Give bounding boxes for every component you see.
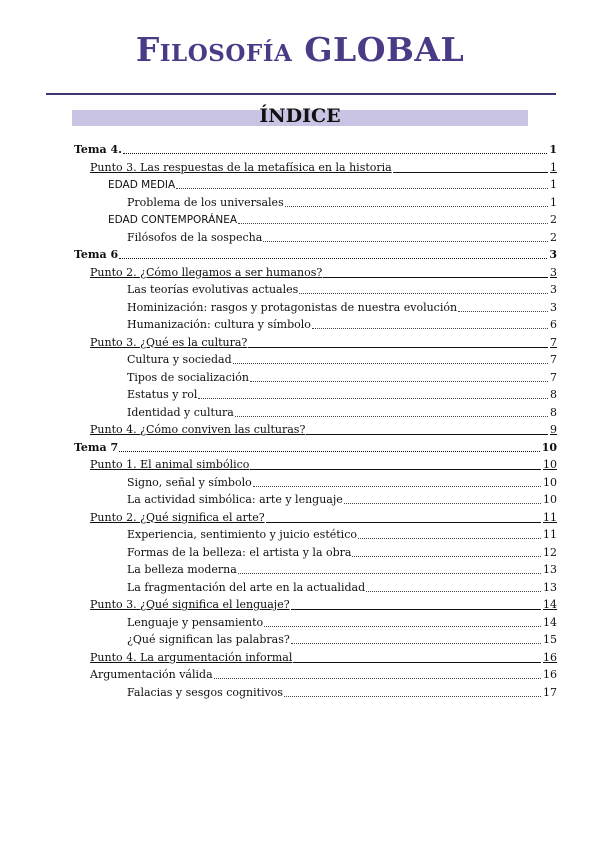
- toc-entry-significan-palabras[interactable]: [127, 630, 557, 647]
- toc-page: 15: [543, 633, 557, 646]
- title-second-word: GLOBAL: [304, 30, 465, 69]
- toc-page: 1: [550, 160, 557, 174]
- toc-leader: [214, 678, 541, 679]
- toc-entry-tema-6[interactable]: [74, 245, 557, 262]
- toc-label: La belleza moderna: [127, 563, 237, 576]
- toc-label: Filósofos de la sospecha: [127, 230, 263, 244]
- toc-page: 10: [541, 440, 557, 454]
- toc-leader: [198, 398, 548, 399]
- toc-entry-edad-media[interactable]: [108, 175, 557, 192]
- toc-page: 9: [550, 423, 557, 436]
- toc-label: Formas de la belleza: el artista y la obra: [127, 545, 352, 559]
- toc-page: 10: [543, 493, 557, 506]
- toc-page: 10: [543, 475, 557, 489]
- toc-label: EDAD CONTEMPORÁNEA: [108, 214, 238, 226]
- toc-entry-hominizacion[interactable]: [127, 298, 557, 315]
- toc-leader: [393, 172, 548, 173]
- toc-label: Tema 4.: [74, 143, 123, 156]
- toc-page: 17: [543, 685, 557, 699]
- toc-leader: [458, 311, 548, 312]
- toc-page: 11: [543, 528, 557, 541]
- toc-leader: [119, 258, 547, 259]
- toc-leader: [235, 416, 548, 417]
- toc-entry-punto-2-humanos[interactable]: [90, 263, 557, 280]
- toc-leader: [233, 363, 548, 364]
- toc-leader: [352, 556, 541, 557]
- toc-entry-punto-3-lenguaje[interactable]: [90, 595, 557, 612]
- toc-leader: [250, 469, 541, 470]
- toc-page: 11: [543, 510, 557, 524]
- toc-page: 7: [550, 370, 557, 384]
- toc-page: 16: [543, 668, 557, 681]
- toc-entry-humanizacion[interactable]: [127, 315, 557, 332]
- toc-label: Lenguaje y pensamiento: [127, 615, 264, 629]
- toc-entry-punto-4-culturas[interactable]: [90, 420, 557, 437]
- toc-entry-punto-3-metafisica[interactable]: [90, 158, 557, 175]
- toc-page: 2: [550, 230, 557, 244]
- toc-leader: [284, 696, 541, 697]
- toc-leader: [293, 662, 541, 663]
- toc-label: ¿Qué significan las palabras?: [127, 633, 290, 646]
- toc-entry-falacias-sesgos[interactable]: [127, 683, 557, 700]
- toc-page: 14: [543, 598, 557, 611]
- toc-page: 13: [543, 580, 557, 594]
- toc-label: Cultura y sociedad: [127, 353, 232, 366]
- toc-leader: [312, 328, 548, 329]
- toc-entry-universales[interactable]: [127, 193, 557, 210]
- toc-page: 8: [550, 405, 557, 419]
- toc-label: Punto 4. La argumentación informal: [90, 650, 293, 664]
- toc-entry-punto-1-animal[interactable]: [90, 455, 557, 472]
- toc-page: 7: [550, 353, 557, 366]
- toc-entry-edad-contemporanea[interactable]: [108, 210, 557, 227]
- toc-leader: [176, 188, 548, 189]
- toc-leader: [238, 573, 541, 574]
- index-heading: ÍNDICE: [259, 105, 341, 127]
- toc-label: Estatus y rol: [127, 388, 198, 401]
- toc-label: Punto 3. ¿Qué es la cultura?: [90, 335, 248, 349]
- toc-leader: [358, 538, 541, 539]
- toc-entry-cultura-sociedad[interactable]: [127, 350, 557, 367]
- toc-leader: [264, 626, 541, 627]
- toc-leader: [253, 486, 541, 487]
- toc-page: 1: [550, 195, 557, 209]
- toc-label: La actividad simbólica: arte y lenguaje: [127, 493, 343, 506]
- toc-entry-belleza-moderna[interactable]: [127, 560, 557, 577]
- toc-label: Falacias y sesgos cognitivos: [127, 685, 284, 699]
- title-word: ilosofía: [159, 30, 293, 69]
- toc-entry-punto-2-arte[interactable]: [90, 508, 557, 525]
- toc-leader: [344, 503, 541, 504]
- toc-entry-punto-4-argumentacion[interactable]: [90, 648, 557, 665]
- toc-label: Tema 7: [74, 440, 119, 454]
- toc-entry-fragmentacion-arte[interactable]: [127, 578, 557, 595]
- toc-label: Argumentación válida: [90, 668, 213, 681]
- toc-leader: [248, 347, 548, 348]
- toc-label: Tipos de socialización: [127, 370, 249, 384]
- toc-label: La fragmentación del arte en la actualidad: [127, 580, 366, 594]
- toc-leader: [250, 381, 548, 382]
- toc-entry-sospecha[interactable]: [127, 228, 557, 245]
- toc-entry-argumentacion-valida[interactable]: [90, 665, 557, 682]
- toc-label: Experiencia, sentimiento y juicio estético: [127, 528, 357, 541]
- toc-label: Signo, señal y símbolo: [127, 475, 252, 489]
- toc-leader: [123, 153, 547, 154]
- toc-entry-punto-3-cultura[interactable]: [90, 333, 557, 350]
- toc-label: Problema de los universales: [127, 195, 284, 209]
- toc-page: 10: [543, 458, 557, 471]
- toc-page: 7: [550, 335, 557, 349]
- toc-leader: [366, 591, 541, 592]
- toc-leader: [291, 643, 541, 644]
- toc-page: 6: [550, 318, 557, 331]
- toc-page: 1: [550, 178, 557, 191]
- toc-label: Las teorías evolutivas actuales: [127, 283, 299, 296]
- toc-label: Punto 4. ¿Cómo conviven las culturas?: [90, 423, 306, 436]
- toc-leader: [238, 223, 548, 224]
- page-title: [0, 30, 600, 69]
- toc-entry-signo-senal[interactable]: [127, 473, 557, 490]
- toc-entry-identidad-cultura[interactable]: [127, 403, 557, 420]
- toc-leader: [119, 451, 540, 452]
- toc-label: Humanización: cultura y símbolo: [127, 318, 311, 331]
- toc-page: 3: [549, 248, 557, 261]
- toc-page: 16: [543, 650, 557, 664]
- toc-entry-formas-belleza[interactable]: [127, 543, 557, 560]
- toc-leader: [306, 434, 548, 435]
- toc-page: 3: [550, 283, 557, 296]
- toc-label: Punto 3. Las respuestas de la metafísica en la historia: [90, 160, 392, 174]
- toc-leader: [263, 241, 548, 242]
- toc-leader: [266, 522, 541, 523]
- toc-leader: [291, 609, 541, 610]
- toc-label: EDAD MEDIA: [108, 179, 176, 191]
- toc-leader: [299, 293, 548, 294]
- toc-leader: [323, 277, 548, 278]
- title-divider: [46, 93, 556, 95]
- toc-entry-estatus-rol[interactable]: [127, 385, 557, 402]
- toc-entry-tema-4[interactable]: [74, 140, 557, 157]
- toc-page: 1: [549, 143, 557, 156]
- toc-label: Hominización: rasgos y protagonistas de nuestra evolución: [127, 300, 458, 314]
- toc-page: 12: [543, 545, 557, 559]
- title-initial: F: [135, 30, 160, 69]
- toc-page: 8: [550, 388, 557, 401]
- toc-entry-lenguaje-pensamiento[interactable]: [127, 613, 557, 630]
- toc-page: 13: [543, 563, 557, 576]
- toc-page: 3: [550, 300, 557, 314]
- toc-entry-socializacion[interactable]: [127, 368, 557, 385]
- toc-label: Punto 3. ¿Qué significa el lenguaje?: [90, 598, 290, 611]
- toc-label: Punto 1. El animal simbólico: [90, 458, 250, 471]
- toc-entry-actividad-simbolica[interactable]: [127, 490, 557, 507]
- toc-page: 3: [550, 265, 557, 279]
- toc-page: 2: [550, 213, 557, 226]
- toc-entry-juicio-estetico[interactable]: [127, 525, 557, 542]
- toc-leader: [285, 206, 548, 207]
- toc-label: Identidad y cultura: [127, 405, 234, 419]
- toc-label: Punto 2. ¿Cómo llegamos a ser humanos?: [90, 265, 323, 279]
- toc-entry-tema-7[interactable]: [74, 438, 557, 455]
- toc-label: Tema 6: [74, 248, 119, 261]
- toc-entry-teorias-evolutivas[interactable]: [127, 280, 557, 297]
- toc-page: 14: [543, 615, 557, 629]
- toc-label: Punto 2. ¿Qué significa el arte?: [90, 510, 265, 524]
